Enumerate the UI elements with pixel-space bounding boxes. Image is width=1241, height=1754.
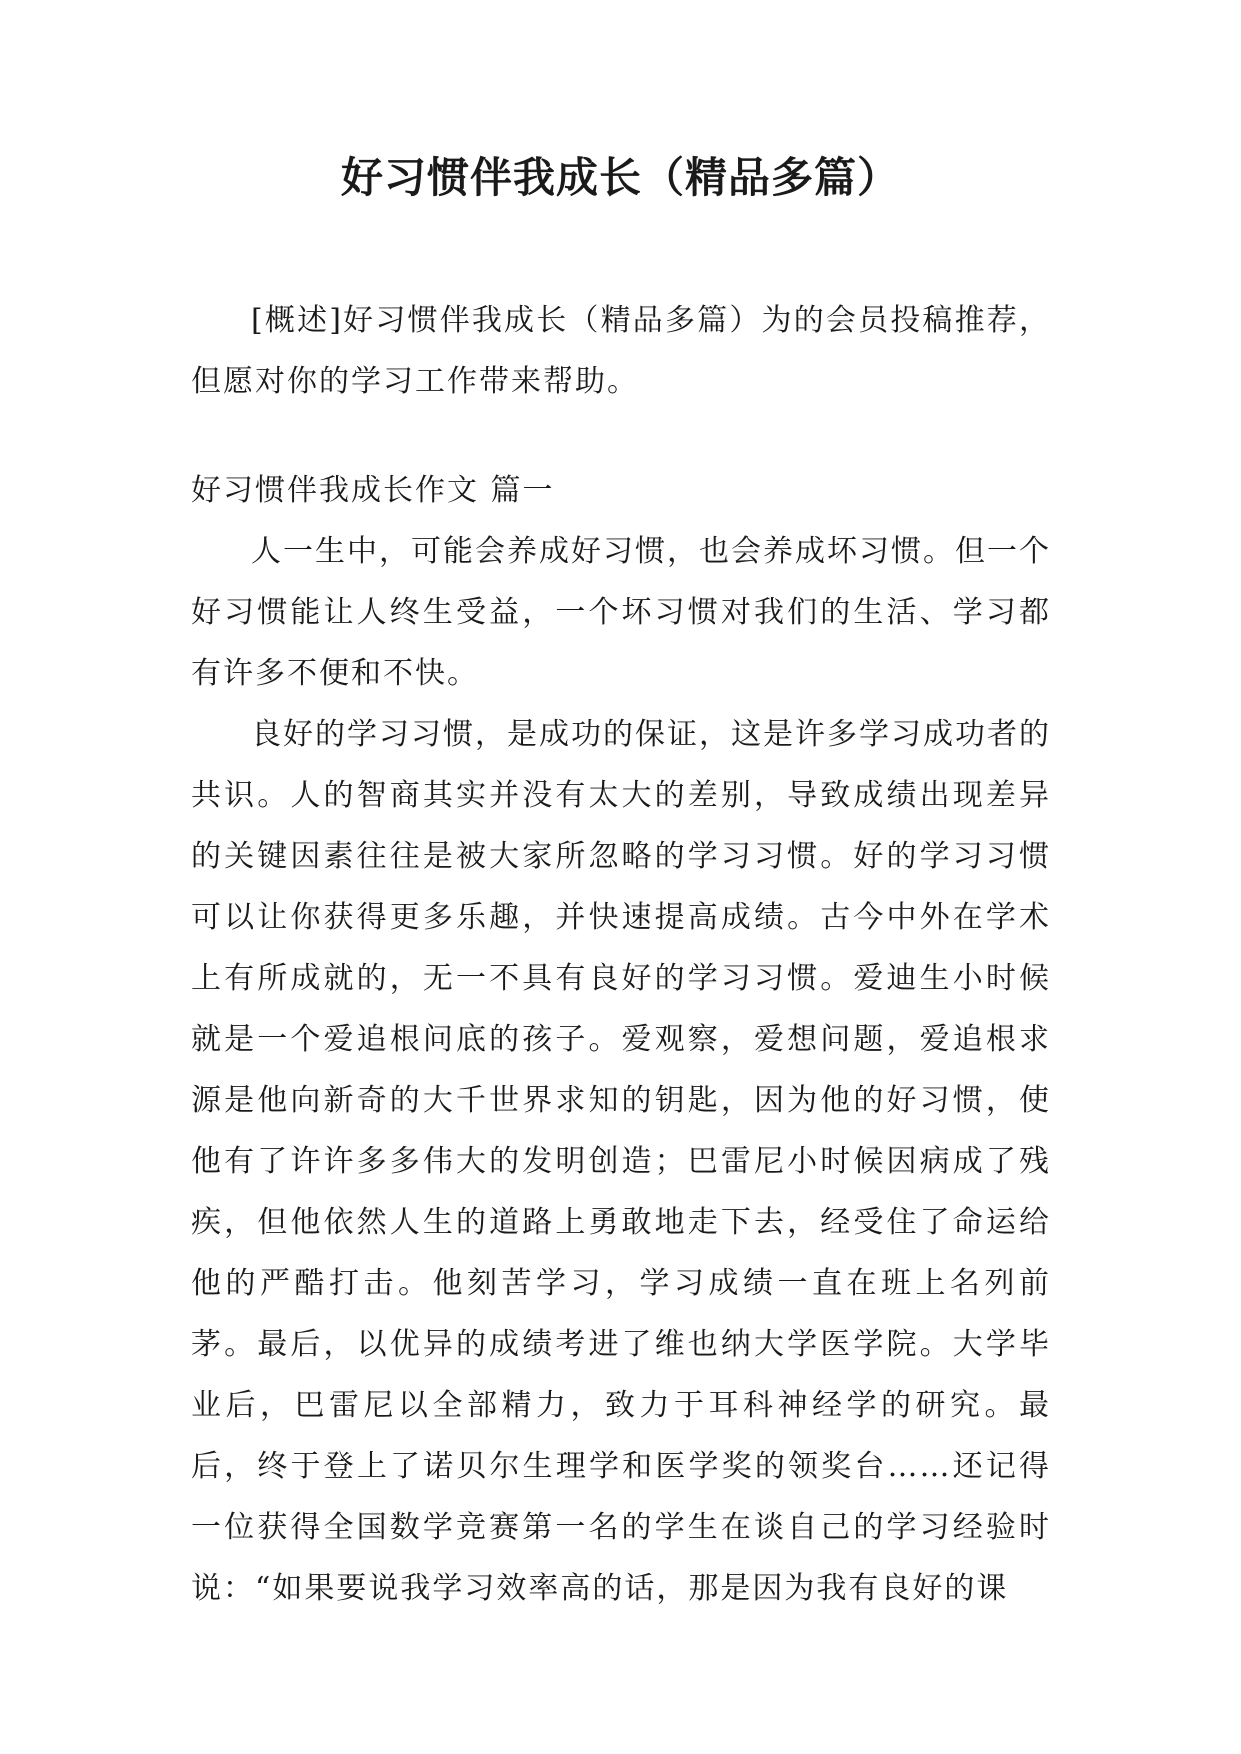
summary-text: [概述]好习惯伴我成长（精品多篇）为的会员投稿推荐，但愿对你的学习工作带来帮助。 bbox=[191, 303, 1051, 399]
article-body bbox=[191, 460, 1051, 1619]
document-title: 好习惯伴我成长（精品多篇） bbox=[340, 153, 900, 202]
paragraph: 人一生中，可能会养成好习惯，也会养成坏习惯。但一个好习惯能让人终生受益，一个坏习惯对我们的生活、学习都有许多不便和不快。 bbox=[191, 534, 1051, 691]
section-heading: 好习惯伴我成长作文 篇一 bbox=[191, 473, 555, 508]
summary-block bbox=[191, 290, 1051, 412]
paragraph: 良好的学习习惯，是成功的保证，这是许多学习成功者的共识。人的智商其实并没有太大的差别，导致成绩出现差异的关键因素往往是被大家所忽略的学习习惯。好的学习习惯可以让你获得更多乐趣，并快速提高成绩。古今中外在学术上有所成就的，无一不具有良好的学习习惯。爱迪生小时候就是一个爱追根问底的孩子。爱观察，爱想问题，爱追根求源是他向新奇的大千世界求知的钥匙，因为他的好习惯，使他有了许许多多伟大的发明创造；巴雷尼小时候因病成了残疾，但他依然人生的道路上勇敢地走下去，经受住了命运给他的严酷打击。他刻苦学习，学习成绩一直在班上名列前茅。最后，以优异的成绩考进了维也纳大学医学院。大学毕业后，巴雷尼以全部精力，致力于耳科神经学的研究。最后，终于登上了诺贝尔生理学和医学奖的领奖台……还记得一位获得全国数学竞赛第一名的学生在谈自己的学习经验时说：“如果要说我学习效率高的话，那是因为我有良好的课 bbox=[191, 717, 1051, 1606]
